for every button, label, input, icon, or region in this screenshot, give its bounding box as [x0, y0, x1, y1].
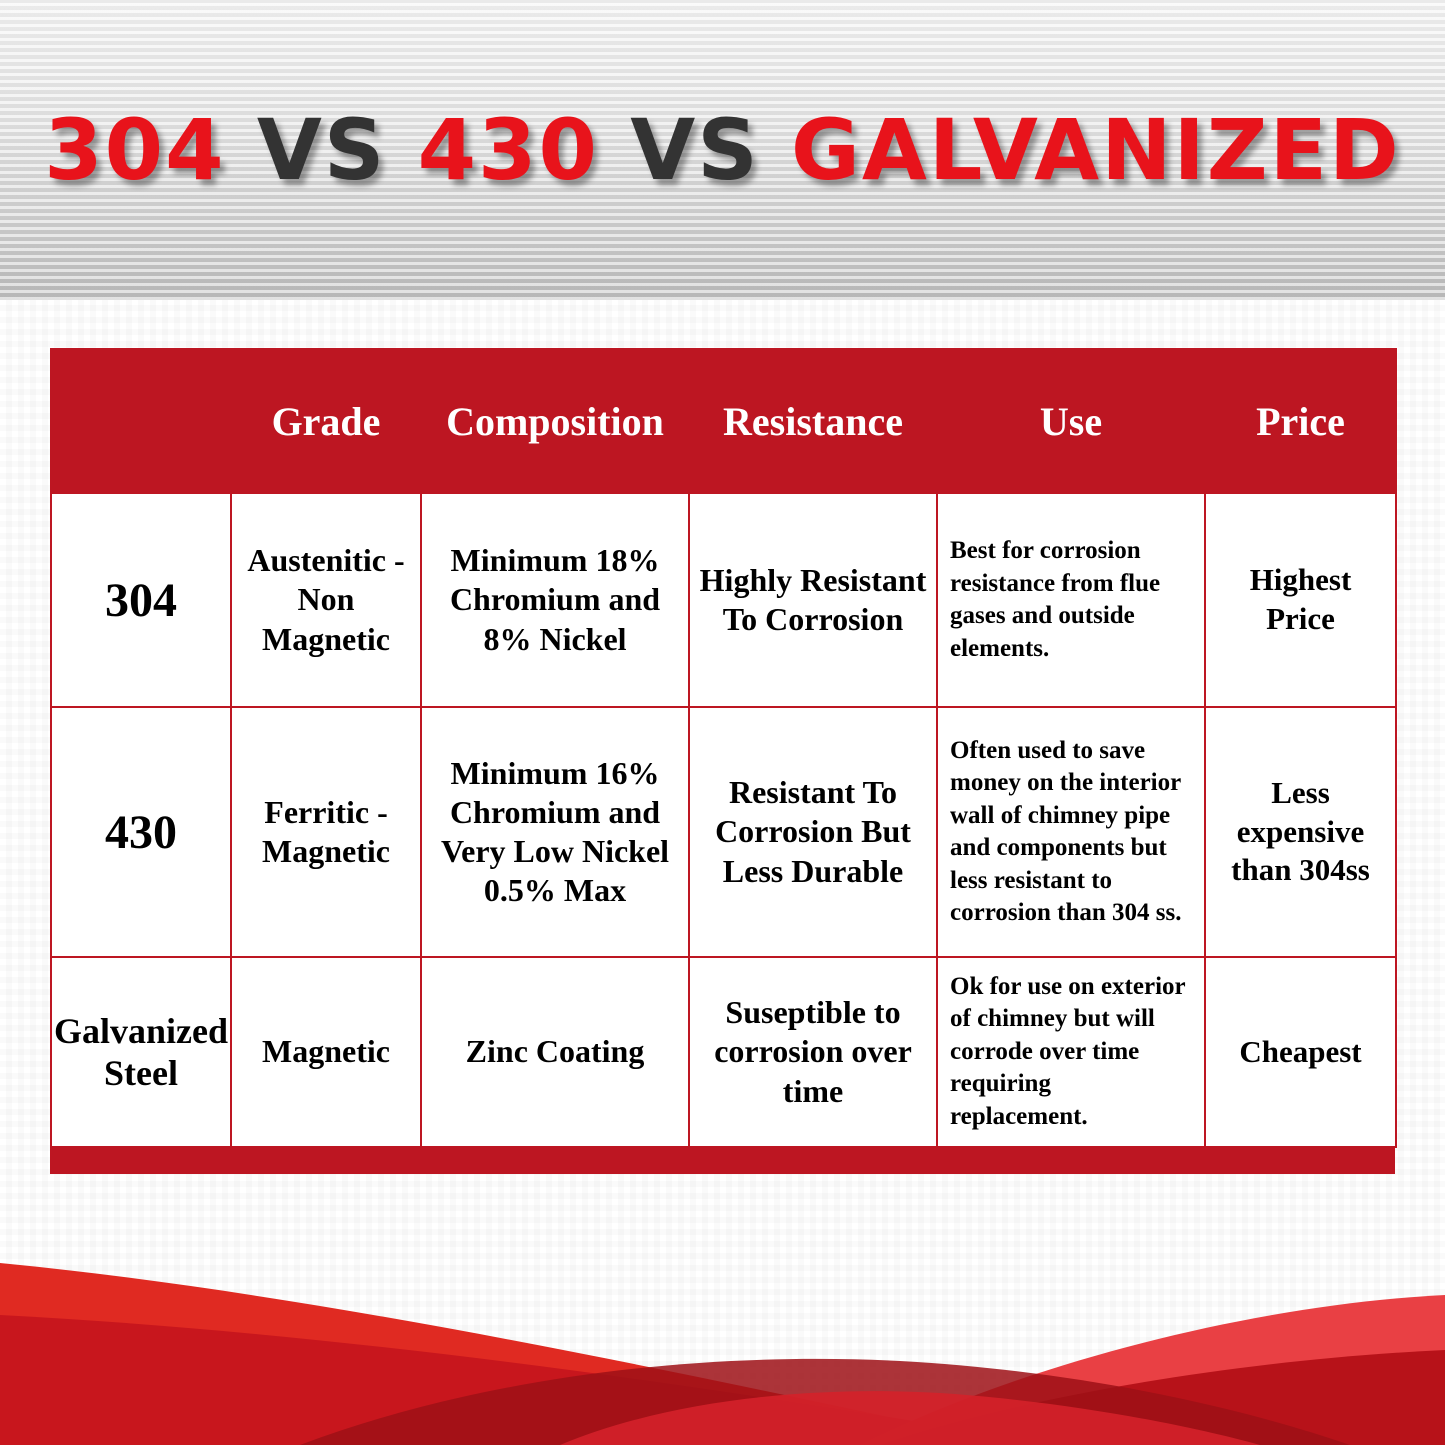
cell-430-composition: Minimum 16% Chromium and Very Low Nickel 0.5% Max — [421, 707, 689, 957]
title-part-galvanized: GALVANIZED — [790, 101, 1401, 199]
decorative-swoosh-icon — [0, 1145, 1445, 1445]
table-row — [51, 493, 1396, 707]
comparison-table-container — [50, 348, 1395, 1174]
table-header-resistance: Resistance — [689, 349, 937, 493]
row-label-galvanized-steel: Galvanized Steel — [51, 957, 231, 1147]
title-part-vs-1: VS — [256, 101, 418, 199]
table-header-row — [51, 349, 1396, 493]
row-label-304: 304 — [51, 493, 231, 707]
cell-galvanized-composition: Zinc Coating — [421, 957, 689, 1147]
bottom-decoration — [0, 1145, 1445, 1445]
page-title — [0, 0, 1445, 300]
cell-430-resistance: Resistant To Corrosion But Less Durable — [689, 707, 937, 957]
cell-galvanized-grade: Magnetic — [231, 957, 421, 1147]
cell-304-grade: Austenitic - Non Magnetic — [231, 493, 421, 707]
table-header-grade: Grade — [231, 349, 421, 493]
row-label-430: 430 — [51, 707, 231, 957]
cell-galvanized-price: Cheapest — [1205, 957, 1396, 1147]
comparison-table — [50, 348, 1397, 1148]
table-header-corner — [51, 349, 231, 493]
title-part-430: 430 — [417, 101, 631, 199]
cell-304-resistance: Highly Resistant To Corrosion — [689, 493, 937, 707]
cell-galvanized-use: Ok for use on exterior of chimney but will corrode over time requiring replacement. — [937, 957, 1205, 1147]
cell-304-use: Best for corrosion resistance from flue gases and outside elements. — [937, 493, 1205, 707]
table-row — [51, 707, 1396, 957]
cell-430-grade: Ferritic - Magnetic — [231, 707, 421, 957]
table-header-composition: Composition — [421, 349, 689, 493]
cell-430-use: Often used to save money on the interior wall of chimney pipe and components but less resistant to corrosion than 304 ss. — [937, 707, 1205, 957]
cell-430-price: Less expensive than 304ss — [1205, 707, 1396, 957]
table-header-use: Use — [937, 349, 1205, 493]
header-banner — [0, 0, 1445, 300]
cell-304-price: Highest Price — [1205, 493, 1396, 707]
cell-304-composition: Minimum 18% Chromium and 8% Nickel — [421, 493, 689, 707]
table-header-price: Price — [1205, 349, 1396, 493]
table-row — [51, 957, 1396, 1147]
title-part-304: 304 — [44, 101, 257, 199]
title-part-vs-2: VS — [630, 101, 791, 199]
cell-galvanized-resistance: Suseptible to corrosion over time — [689, 957, 937, 1147]
